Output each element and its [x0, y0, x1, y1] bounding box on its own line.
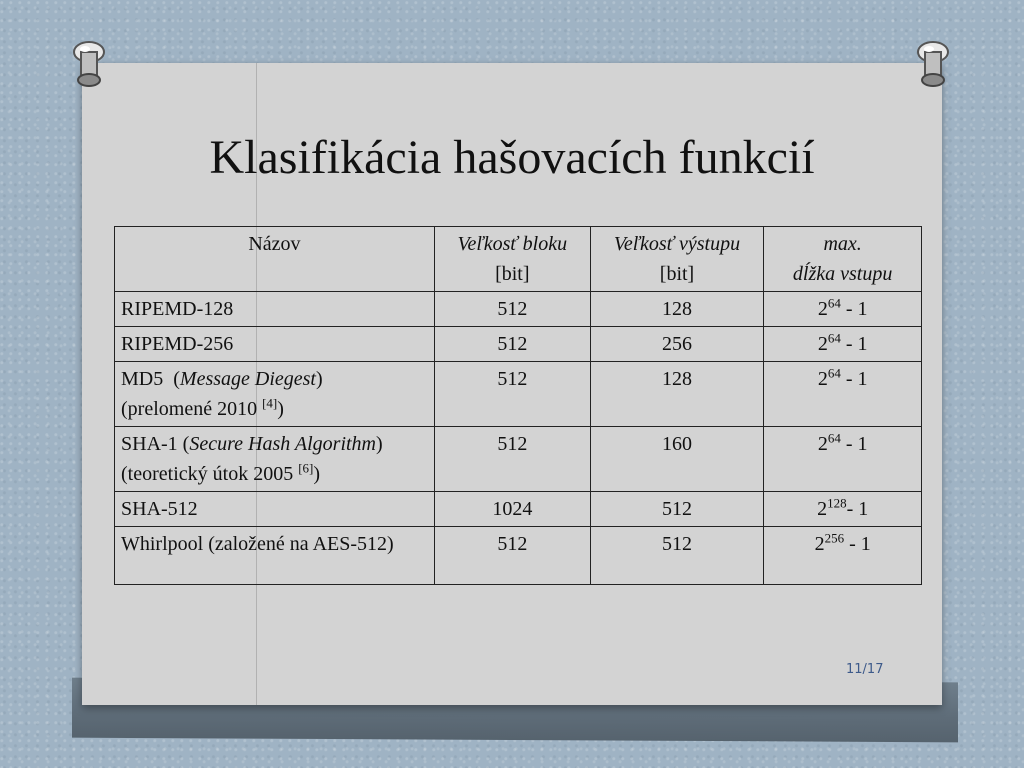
- pushpin-icon: [914, 40, 952, 90]
- max-exponent: 64: [827, 330, 841, 346]
- cell-name: MD5 (Message Diegest) (prelomené 2010 [4]): [115, 362, 435, 427]
- max-exponent: 64: [827, 430, 841, 446]
- cell-block: 512: [434, 292, 590, 327]
- algo-name: MD5: [121, 368, 164, 390]
- cell-block: 512: [434, 362, 590, 427]
- max-base: 2: [814, 533, 825, 555]
- reference: [4]: [262, 395, 278, 411]
- algo-note: prelomené 2010: [127, 398, 258, 420]
- max-base: 2: [817, 433, 828, 455]
- cell-name: SHA-1 (Secure Hash Algorithm) (teoretický útok 2005 [6]): [115, 427, 435, 492]
- header-max-input-line1: max.: [823, 233, 862, 255]
- header-name: Názov: [115, 227, 435, 292]
- cell-output: 512: [590, 492, 764, 527]
- cell-block: 512: [434, 427, 590, 492]
- table-row: [115, 427, 922, 492]
- cell-name: RIPEMD-128: [115, 292, 435, 327]
- table-row: [115, 362, 922, 427]
- reference: [6]: [298, 460, 314, 476]
- algo-full-name: Message Diegest: [179, 368, 316, 390]
- max-exponent: 64: [827, 365, 841, 381]
- cell-name: RIPEMD-256: [115, 327, 435, 362]
- cell-block: 512: [434, 327, 590, 362]
- algo-note: teoretický útok 2005: [127, 463, 294, 485]
- header-max-input-line2: dĺžka vstupu: [792, 263, 893, 285]
- cell-output: 128: [590, 362, 764, 427]
- algo-full-name: Secure Hash Algorithm: [189, 433, 376, 455]
- max-base: 2: [817, 498, 828, 520]
- slide-title: Klasifikácia hašovacích funkcií: [209, 131, 815, 184]
- max-exponent: 256: [824, 530, 845, 546]
- max-base: 2: [817, 333, 828, 355]
- cell-max-input: [764, 292, 922, 327]
- header-output-size-label: Veľkosť výstupu: [613, 233, 741, 255]
- cell-output: 160: [590, 427, 764, 492]
- max-rest: - 1: [840, 298, 868, 320]
- table-row: [115, 492, 922, 527]
- max-rest: - 1: [840, 368, 868, 390]
- max-rest: - 1: [844, 533, 871, 555]
- max-rest: - 1: [840, 333, 868, 355]
- cell-max-input: [764, 527, 922, 585]
- max-exponent: 64: [827, 295, 841, 311]
- cell-output: 128: [590, 292, 764, 327]
- header-output-size-unit: [bit]: [659, 263, 695, 285]
- header-block-size-unit: [bit]: [495, 263, 530, 285]
- max-rest: - 1: [840, 433, 868, 455]
- header-block-size: [434, 227, 590, 292]
- table-header-row: [115, 227, 922, 292]
- table-row: [115, 527, 922, 585]
- cell-output: 256: [590, 327, 764, 362]
- header-output-size: [590, 227, 764, 292]
- cell-output: 512: [590, 527, 764, 585]
- cell-max-input: [764, 427, 922, 492]
- cell-name: Whirlpool (založené na AES-512): [115, 527, 435, 585]
- max-base: 2: [817, 298, 828, 320]
- hash-functions-table: [114, 226, 922, 585]
- cell-max-input: [764, 362, 922, 427]
- pushpin-icon: [70, 40, 108, 90]
- header-block-size-label: Veľkosť bloku: [457, 233, 568, 255]
- header-max-input: [764, 227, 922, 292]
- max-rest: - 1: [846, 498, 869, 520]
- cell-block: 1024: [434, 492, 590, 527]
- table-row: [115, 292, 922, 327]
- cell-block: 512: [434, 527, 590, 585]
- max-exponent: 128: [827, 495, 847, 511]
- page-number: 11/17: [846, 662, 884, 677]
- cell-max-input: [764, 492, 922, 527]
- max-base: 2: [817, 368, 828, 390]
- table-row: [115, 327, 922, 362]
- cell-name: SHA-512: [115, 492, 435, 527]
- cell-max-input: [764, 327, 922, 362]
- algo-name: SHA-1: [121, 433, 178, 455]
